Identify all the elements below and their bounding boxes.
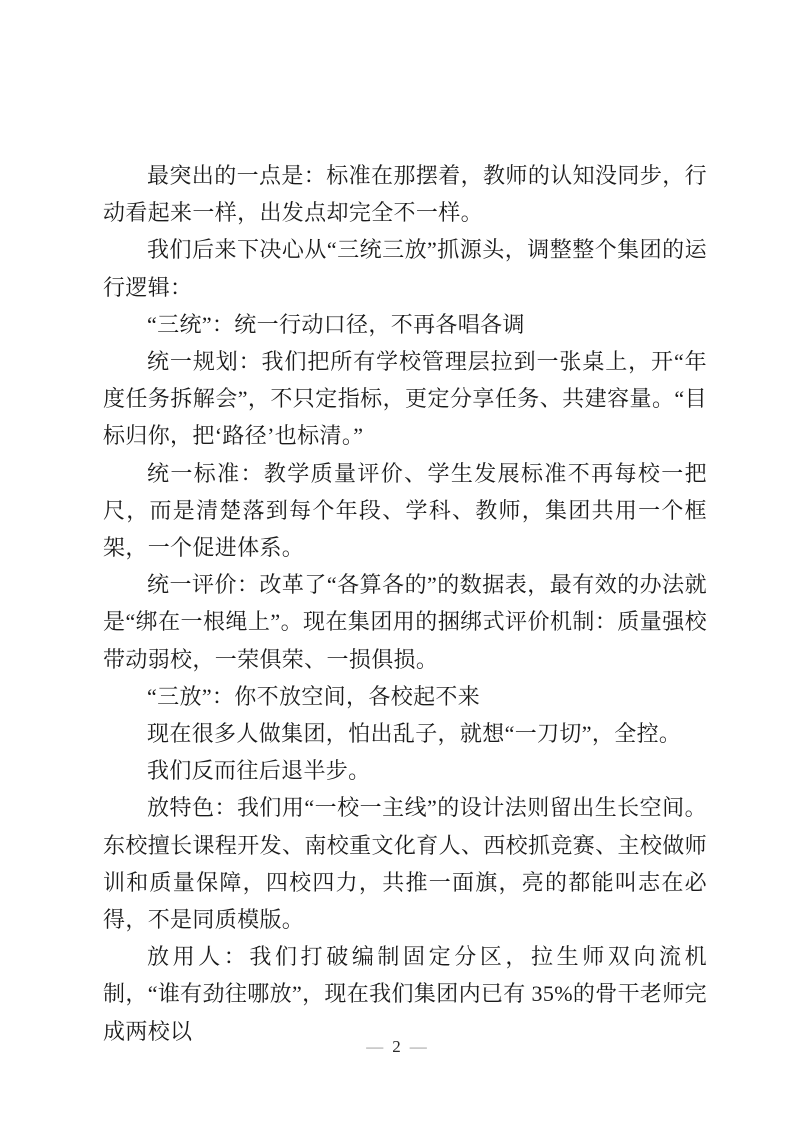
paragraph: 放用人：我们打破编制固定分区，拉生师双向流机制，“谁有劲往哪放”，现在我们集团内已有 35%的骨干老师完成两校以 — [103, 944, 707, 1044]
paragraph: 放特色：我们用“一校一主线”的设计法则留出生长空间。东校擅长课程开发、南校重文化育人、西校抓竞赛、主校做师训和质量保障，四校四力，共推一面旗，亮的都能叫志在必得，不是同质模版。 — [103, 795, 707, 933]
paragraph: 统一标准：教学质量评价、学生发展标准不再每校一把尺，而是清楚落到每个年段、学科、教师，集团共用一个框架，一个促进体系。 — [103, 460, 707, 561]
paragraph: 最突出的一点是：标准在那摆着，教师的认知没同步，行动看起来一样，出发点却完全不一样。 — [103, 163, 707, 226]
document-body — [103, 157, 707, 1050]
paragraph: “三放”：你不放空间，各校起不来 — [147, 683, 481, 709]
paragraph: 统一规划：我们把所有学校管理层拉到一张桌上，开“年度任务拆解会”，不只定指标，更定分享任务、共建容量。“目标归你，把‘路径’也标清。” — [103, 349, 707, 449]
paragraph: 统一评价：改革了“各算各的”的数据表，最有效的办法就是“绑在一根绳上”。现在集团用的捆绑式评价机制：质量强校带动弱校，一荣俱荣、一损俱损。 — [103, 572, 707, 672]
footer-dash-left: — — [366, 1037, 384, 1056]
paragraph: “三统”：统一行动口径，不再各唱各调 — [147, 311, 525, 337]
paragraph: 我们反而往后退半步。 — [147, 758, 371, 784]
footer-dash-right: — — [409, 1037, 427, 1056]
page-footer — [0, 1036, 793, 1058]
paragraph: 我们后来下决心从“三统三放”抓源头，调整整个集团的运行逻辑： — [103, 237, 707, 300]
page-number: 2 — [392, 1037, 401, 1056]
paragraph: 现在很多人做集团，怕出乱子，就想“一刀切”，全控。 — [147, 721, 682, 747]
